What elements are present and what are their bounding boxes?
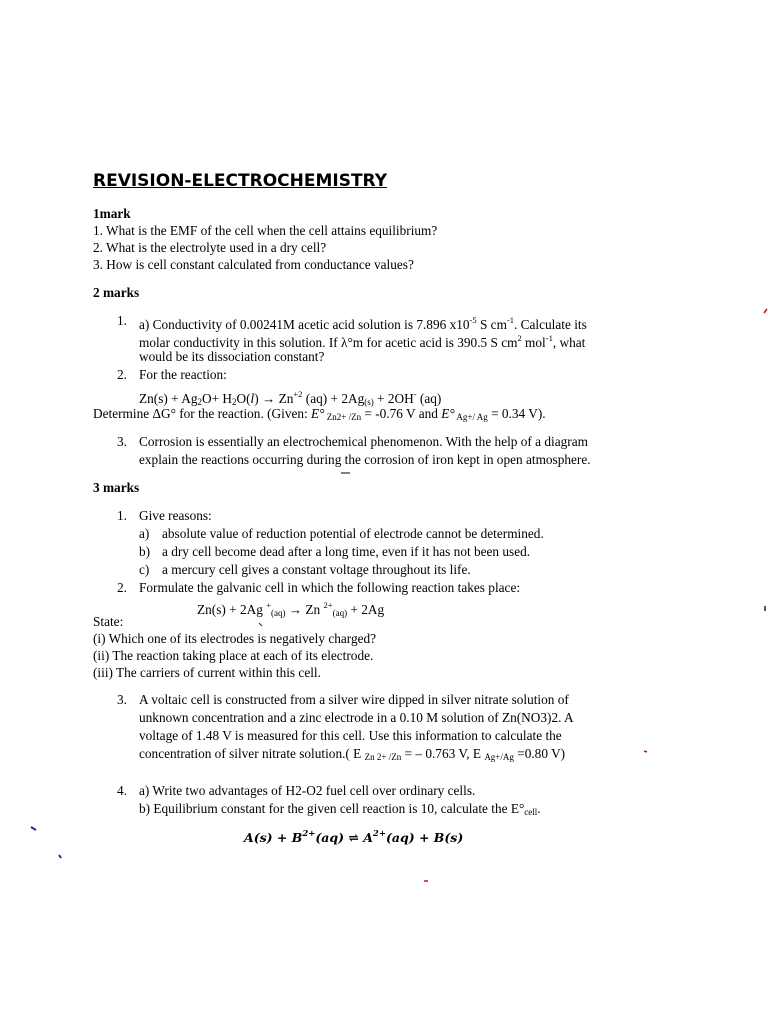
section-heading-2marks: 2 marks [93,285,140,300]
stray-mark-tick [259,623,262,626]
reason-c: a mercury cell gives a constant voltage throughout its life. [162,562,471,577]
question-2marks-3-number: 3. [117,434,127,449]
reaction-equation-1: $Zn(s) + Ag_2O+ H_2O(l) \to Zn^{+2}$ $(aq) + 2Ag_{(s)} + 2OH^-$ (aq) [139,389,442,407]
question-3marks-3-line1: A voltaic cell is constructed from a silver wire dipped in silver nitrate solution of [139,692,569,707]
determine-line: Determine ΔG° for the reaction. (Given: E° $_{Zn2+ /Zn}$ = -0.76 V and E° $_{Ag+/ Ag}$ = 0.34 V). [93,406,546,422]
question-3marks-3-number: 3. [117,692,127,707]
question-2marks-1-line3: would be its dissociation constant? [139,349,325,364]
question-3marks-3-line4: concentration of silver nitrate solution.( E $_{Zn 2+ /Zn}$ = – 0.763 V, E $_{Ag+/Ag}$ =0.80 V) [139,746,566,762]
question-3marks-4-line1: a) Write two advantages of H2-O2 fuel cell over ordinary cells. [139,783,476,798]
question-2marks-2-number: 2. [117,367,127,382]
equilibrium-reaction: $A(s) + B^{2+}(aq)$ ⇌ $A^{2+}(aq) + B(s)$ [244,829,464,845]
question-1mark-1: 1. What is the EMF of the cell when the cell attains equilibrium? [93,223,438,238]
state-item-ii: (ii) The reaction taking place at each of its electrode. [93,648,374,663]
reaction-equation-2: Zn(s) + 2Ag +$_{(aq)}$ → Zn $^{2+}_{(aq)}$ + 2Ag [197,600,385,618]
page-title: REVISION-ELECTROCHEMISTRY [93,171,388,191]
question-3marks-1-number: 1. [117,508,127,523]
stray-mark-blue-1 [31,827,36,830]
reason-a: absolute value of reduction potential of electrode cannot be determined. [162,526,544,541]
reason-c-label: c) [139,562,150,577]
question-3marks-4-number: 4. [117,783,127,798]
question-3marks-2-number: 2. [117,580,127,595]
section-heading-1mark: 1mark [93,206,131,221]
state-item-i: (i) Which one of its electrodes is negatively charged? [93,631,377,646]
stray-mark-red-right [764,309,767,313]
reason-b-label: b) [139,544,151,559]
question-3marks-1-line1: Give reasons: [139,508,212,523]
reason-b: a dry cell become dead after a long time, even if it has not been used. [162,544,531,559]
question-2marks-1-line2: molar conductivity in this solution. If λ°m for acetic acid is 390.5 S $cm^2$ mol$^{-1}$, what [139,333,586,350]
question-3marks-2-line1: Formulate the galvanic cell in which the following reaction takes place: [139,580,521,595]
question-2marks-2-line1: For the reaction: [139,367,227,382]
question-2marks-1-number: 1. [117,313,127,328]
question-3marks-4-line2: b) Equilibrium constant for the given cell reaction is 10, calculate the $E^\circ_{cell}$. [139,801,541,817]
stray-mark-blue-2 [59,855,61,858]
question-2marks-3-line1: Corrosion is essentially an electrochemical phenomenon. With the help of a diagram [139,434,588,449]
question-1mark-3: 3. How is cell constant calculated from conductance values? [93,257,414,272]
question-2marks-3-line2: explain the reactions occurring during the corrosion of iron kept in open atmosphere. [139,452,591,467]
question-3marks-3-line2: unknown concentration and a zinc electrode in a 0.10 M solution of Zn(NO3)2. A [139,710,574,725]
question-2marks-1-line1: a) Conductivity of 0.00241M acetic acid solution is 7.896 $x10^{-5}$ S $cm^{-1}$. Calculate its [139,315,587,332]
section-heading-3marks: 3 marks [93,480,140,495]
stray-mark-red-mid [644,751,647,752]
question-3marks-3-line3: voltage of 1.48 V is measured for this cell. Use this information to calculate the [139,728,562,743]
state-item-iii: (iii) The carriers of current within this cell. [93,665,321,680]
reason-a-label: a) [139,526,150,541]
state-label: State: [93,614,124,629]
question-1mark-2: 2. What is the electrolyte used in a dry cell? [93,240,327,255]
